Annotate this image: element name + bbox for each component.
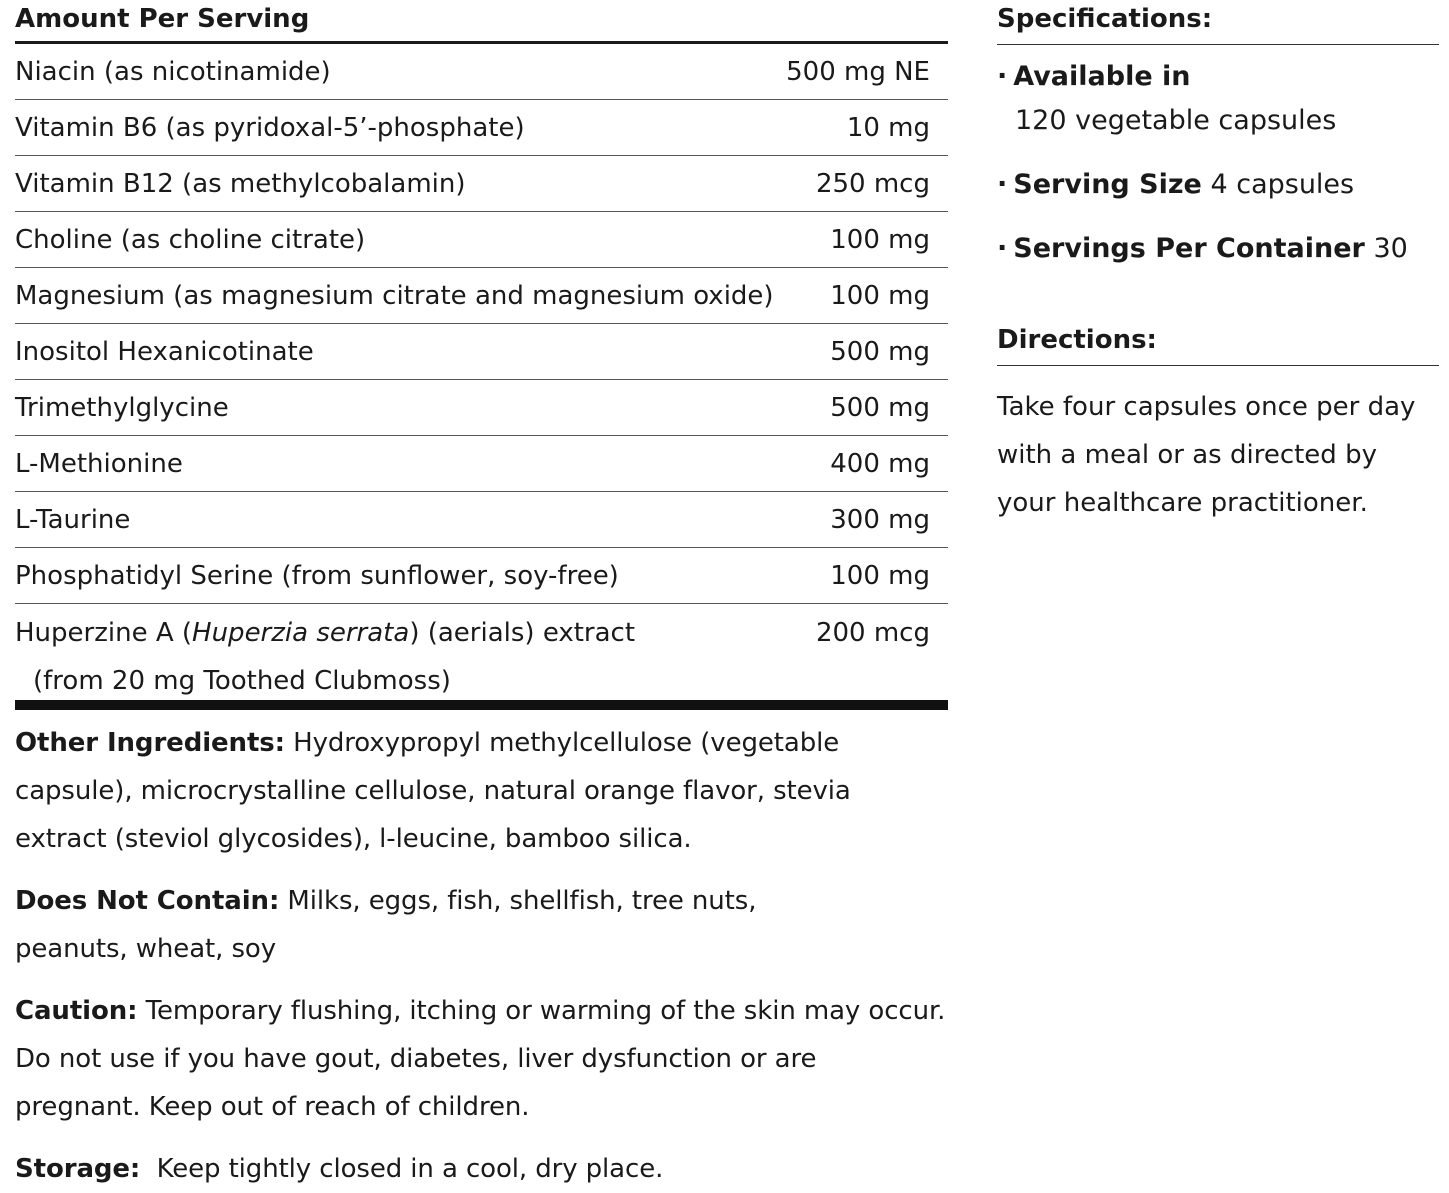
supplement-facts-panel: [15, 0, 948, 1193]
ingredient-name: Magnesium (as magnesium citrate and magnesium oxide): [15, 281, 774, 311]
spec-value: 4 capsules: [1201, 169, 1355, 200]
ingredient-amount: 300 mg: [830, 505, 930, 535]
ingredient-row: [15, 436, 948, 492]
ingredient-amount: 500 mg: [830, 337, 930, 367]
ingredient-name: L-Taurine: [15, 505, 131, 535]
ingredient-amount: 10 mg: [846, 113, 930, 143]
ingredient-amount: 250 mcg: [815, 169, 930, 199]
ingredient-name-prefix: Huperzine A (: [15, 618, 193, 648]
other-ingredients: [15, 719, 948, 863]
ingredient-row: [15, 380, 948, 436]
side-panel: [997, 0, 1439, 527]
bullet-icon: ·: [997, 61, 1008, 92]
ingredient-amount: 100 mg: [830, 225, 930, 255]
ingredient-latin-name: Huperzia serrata: [192, 618, 410, 648]
spec-label: Serving Size: [1013, 169, 1202, 200]
ingredient-amount: 400 mg: [830, 449, 930, 479]
spec-label: Available in: [1013, 61, 1191, 92]
storage-text: Keep tightly closed in a cool, dry place.: [140, 1154, 664, 1184]
other-ingredients-text: Hydroxypropyl methylcellulose (vegetable capsule), microcrystalline cellulose, natural orange flavor, stevia extract (steviol glycosides), l-leucine, bamboo silica.: [15, 728, 851, 854]
ingredient-name: Niacin (as nicotinamide): [15, 57, 331, 87]
ingredient-rows: [15, 44, 948, 710]
specifications-heading: Specifications:: [997, 0, 1439, 45]
ingredient-name-suffix: ) (aerials) extract: [409, 618, 636, 648]
ingredient-amount: 500 mg NE: [786, 57, 930, 87]
ingredient-row: [15, 100, 948, 156]
spec-value: 30: [1364, 233, 1408, 264]
caution-text: Temporary flushing, itching or warming of the skin may occur. Do not use if you have gout, diabetes, liver dysfunction or are pregnant. Keep out of reach of children.: [15, 996, 946, 1122]
spec-value: 120 vegetable capsules: [1015, 105, 1337, 136]
directions-heading: Directions:: [997, 321, 1439, 366]
ingredient-amount: 100 mg: [830, 281, 930, 311]
bullet-icon: ·: [997, 169, 1008, 200]
spec-available-in: [997, 55, 1439, 143]
ingredient-row: [15, 548, 948, 604]
ingredient-row: [15, 324, 948, 380]
ingredient-row: [15, 156, 948, 212]
bullet-icon: ·: [997, 233, 1008, 264]
does-not-contain-label: Does Not Contain:: [15, 886, 280, 916]
ingredient-name: Vitamin B6 (as pyridoxal-5’-phosphate): [15, 113, 525, 143]
spec-serving-size: [997, 163, 1439, 207]
ingredient-name: Phosphatidyl Serine (from sunflower, soy-free): [15, 561, 619, 591]
ingredient-name: L-Methionine: [15, 449, 183, 479]
spec-servings-per-container: [997, 227, 1439, 271]
ingredient-name: Vitamin B12 (as methylcobalamin): [15, 169, 466, 199]
ingredient-row: [15, 212, 948, 268]
ingredient-amount: 100 mg: [830, 561, 930, 591]
amount-per-serving-header: Amount Per Serving: [15, 0, 948, 44]
ingredient-amount: 500 mg: [830, 393, 930, 423]
storage-label: Storage:: [15, 1154, 141, 1184]
ingredient-name: Choline (as choline citrate): [15, 225, 366, 255]
ingredient-row: [15, 44, 948, 100]
ingredient-row: [15, 492, 948, 548]
caution: [15, 987, 948, 1131]
does-not-contain-text: Milks, eggs, fish, shellfish, tree nuts, peanuts, wheat, soy: [15, 886, 757, 964]
ingredient-row: [15, 268, 948, 324]
caution-label: Caution:: [15, 996, 138, 1026]
storage: [15, 1145, 948, 1193]
ingredient-source-note: (from 20 mg Toothed Clubmoss): [33, 666, 451, 696]
ingredient-name: Inositol Hexanicotinate: [15, 337, 314, 367]
does-not-contain: [15, 877, 775, 973]
spec-label: Servings Per Container: [1013, 233, 1365, 264]
ingredient-amount: 200 mcg: [815, 618, 930, 648]
ingredient-name: [15, 609, 635, 705]
ingredient-name: Trimethylglycine: [15, 393, 229, 423]
directions-text: Take four capsules once per day with a meal or as directed by your healthcare practitioner.: [997, 392, 1416, 518]
ingredient-row-huperzine: [15, 604, 948, 710]
other-ingredients-label: Other Ingredients:: [15, 728, 285, 758]
